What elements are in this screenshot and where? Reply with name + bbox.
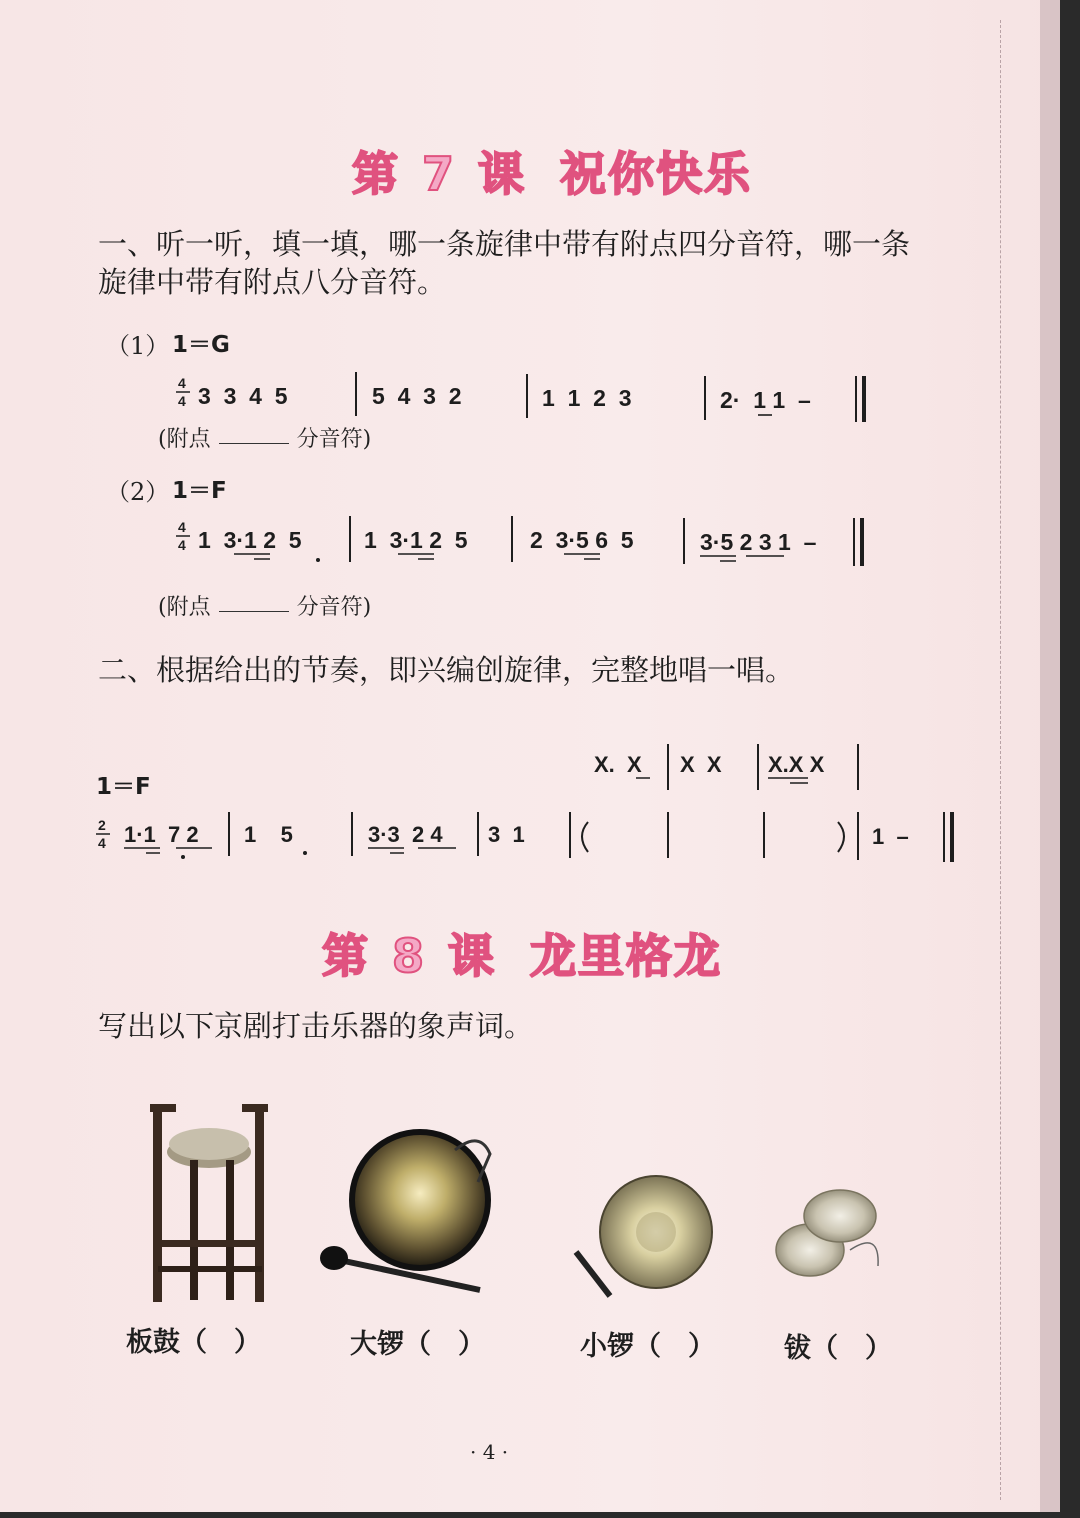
lesson-title-prefix: 第: [352, 147, 400, 201]
time-signature-bottom: 4: [178, 393, 186, 409]
melody-2-label: （2）: [106, 478, 170, 506]
rhythm-line: [594, 744, 858, 790]
time-signature-top: 4: [178, 519, 186, 535]
melody-1-bar-3: 1 1 2 3: [542, 385, 632, 411]
question-1-line-1: 一、听一听，填一填，哪一条旋律中带有附点四分音符，哪一条: [98, 227, 911, 261]
instrument-label-bo: [784, 1326, 892, 1365]
instrument-name: 钹: [784, 1333, 811, 1364]
melody-1-staff: [176, 372, 864, 422]
lesson-8-title: [322, 920, 722, 986]
melody-2-staff: [176, 516, 862, 566]
answer-paren[interactable]: （ ）: [634, 1331, 715, 1362]
question-1-line-2: 旋律中带有附点八分音符。: [98, 265, 447, 299]
answer-prefix: (附点: [158, 595, 211, 620]
answer-paren[interactable]: （ ）: [811, 1333, 892, 1364]
melody-3-bar-3: 3·3 2 4: [368, 822, 443, 847]
instrument-illustrations: [0, 1090, 1000, 1320]
lesson-8-instruction: 写出以下京剧打击乐器的象声词。: [98, 1009, 534, 1043]
answer-suffix: 分音符): [296, 595, 372, 620]
melody-1-answer: [158, 422, 371, 453]
rhythm-bar-2: X X: [680, 752, 722, 777]
melody-1-label: （1）: [106, 332, 170, 360]
instrument-label-xiaoluo: [580, 1324, 715, 1363]
instrument-name: 板鼓: [126, 1327, 180, 1358]
melody-1-bar-1: 3 3 4 5: [198, 383, 288, 409]
lesson-title-prefix: 第: [322, 929, 370, 983]
daluo-gong-image: [320, 1132, 490, 1290]
instrument-name: 大锣: [350, 1329, 404, 1360]
instrument-label-daluo: [350, 1322, 485, 1361]
melody-2-answer: [158, 590, 371, 621]
answer-paren[interactable]: （ ）: [404, 1329, 485, 1360]
time-signature-top: 2: [98, 817, 106, 833]
time-signature-top: 4: [178, 375, 186, 391]
instrument-label-bangu: [126, 1320, 261, 1359]
answer-paren[interactable]: （ ）: [180, 1327, 261, 1358]
melody-2-bar-4: 3·5 2 3 1 –: [700, 529, 817, 555]
melody-2-answer-blank[interactable]: [219, 611, 289, 612]
lesson-title-suffix: 课: [448, 929, 497, 983]
melody-2-bar-3: 2 3·5 6 5: [530, 527, 634, 553]
time-signature-bottom: 4: [178, 537, 186, 553]
melody-3-bar-4: 3 1: [488, 822, 525, 847]
melody-2-key: 1＝F: [172, 478, 227, 504]
melody-3-staff: [96, 812, 952, 862]
lesson-number: 8: [392, 929, 427, 983]
time-signature-bottom: 4: [98, 835, 106, 851]
melody-1-answer-blank[interactable]: [219, 443, 289, 444]
lesson-name: 龙里格龙: [530, 929, 723, 983]
melody-1-bar-4: 2· 1 1 –: [720, 387, 811, 413]
rhythm-bar-3: X.X X: [768, 752, 825, 777]
melody-3-bar-1: 1·1 7 2: [124, 822, 199, 847]
answer-prefix: (附点: [158, 427, 211, 452]
lesson-name: 祝你快乐: [560, 147, 753, 201]
bangu-drum-image: [150, 1104, 268, 1302]
melody-3-bar-2: 1 5: [244, 822, 293, 847]
question-2: 二、根据给出的节奏，即兴编创旋律，完整地唱一唱。: [98, 653, 795, 687]
melody-2-bar-2: 1 3·1 2 5: [364, 527, 468, 553]
melody-3-bar-5: 1 –: [872, 824, 909, 849]
bo-cymbals-image: [776, 1190, 878, 1276]
melody-1-bar-2: 5 4 3 2: [372, 383, 462, 409]
melody-1-key: 1＝G: [172, 332, 230, 358]
xiaoluo-gong-image: [576, 1176, 712, 1296]
melody-2-bar-1: 1 3·1 2 5: [198, 527, 302, 553]
page-number: · 4 ·: [470, 1440, 509, 1464]
lesson-title-suffix: 课: [478, 147, 527, 201]
rhythm-bar-1: X. X: [594, 752, 642, 777]
lesson-number: 7: [422, 147, 457, 201]
melody-3-key: 1＝F: [96, 774, 151, 800]
answer-suffix: 分音符): [296, 427, 372, 452]
instrument-name: 小锣: [580, 1331, 634, 1362]
